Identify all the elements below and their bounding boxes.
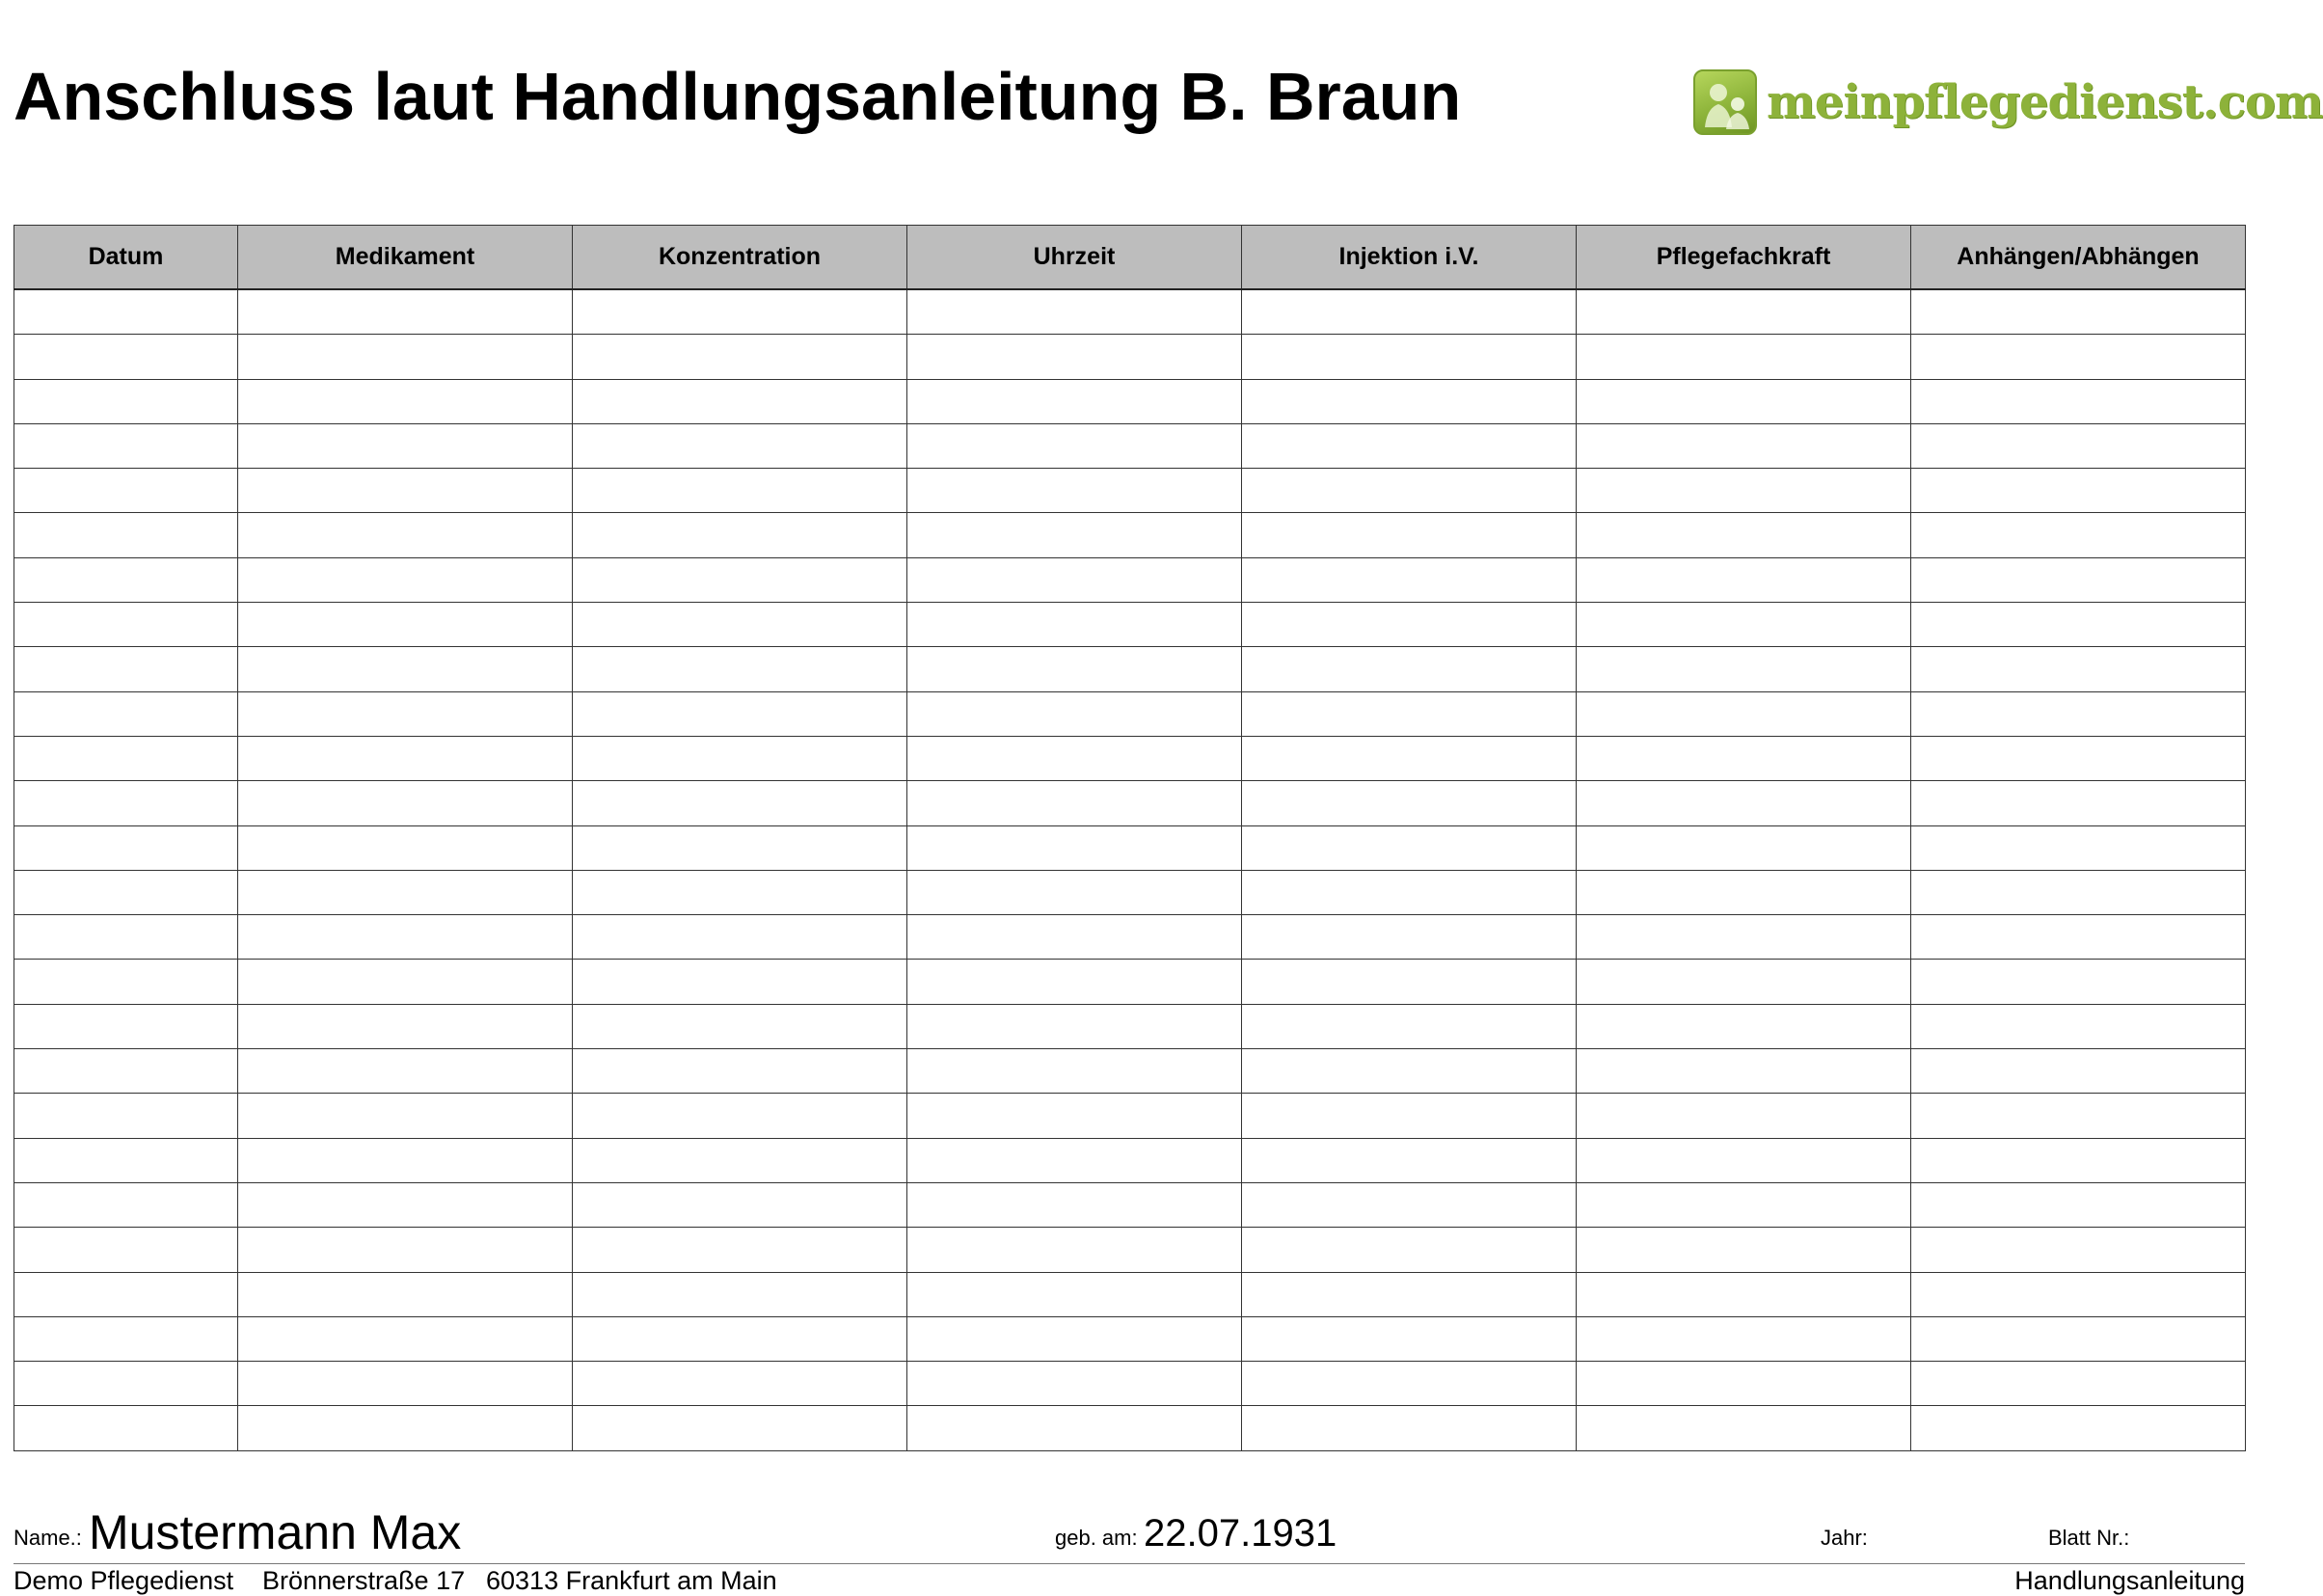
table-cell (573, 557, 907, 602)
table-cell (573, 603, 907, 647)
table-cell (1242, 691, 1577, 736)
table-cell (14, 870, 238, 914)
table-cell (1242, 557, 1577, 602)
table-row (14, 513, 2246, 557)
table-row (14, 335, 2246, 379)
table-row (14, 915, 2246, 960)
table-row (14, 469, 2246, 513)
table-cell (1242, 1182, 1577, 1227)
table-cell (1577, 1094, 1911, 1138)
table-cell (1577, 1004, 1911, 1048)
table-cell (573, 289, 907, 335)
table-row (14, 960, 2246, 1004)
column-header-datum: Datum (14, 226, 238, 290)
table-cell (1911, 1362, 2246, 1406)
table-cell (573, 423, 907, 468)
table-cell (907, 960, 1242, 1004)
table-cell (907, 736, 1242, 780)
table-cell (573, 825, 907, 870)
table-cell (1577, 1138, 1911, 1182)
table-cell (1911, 1228, 2246, 1272)
birth-label: geb. am: (1055, 1526, 1138, 1550)
table-cell (1911, 289, 2246, 335)
table-cell (1911, 423, 2246, 468)
table-cell (238, 825, 573, 870)
table-cell (907, 335, 1242, 379)
table-cell (238, 781, 573, 825)
table-row (14, 423, 2246, 468)
table-cell (1577, 960, 1911, 1004)
table-cell (14, 960, 238, 1004)
table-cell (14, 469, 238, 513)
table-cell (1577, 379, 1911, 423)
table-cell (573, 1182, 907, 1227)
table-cell (573, 1228, 907, 1272)
table-cell (14, 1138, 238, 1182)
table-cell (1911, 736, 2246, 780)
table-cell (1577, 691, 1911, 736)
table-cell (238, 960, 573, 1004)
table-row (14, 1182, 2246, 1227)
footer-divider (14, 1563, 2245, 1564)
table-row (14, 825, 2246, 870)
table-cell (1911, 1138, 2246, 1182)
table-cell (1911, 379, 2246, 423)
table-cell (573, 781, 907, 825)
table-cell (907, 825, 1242, 870)
table-cell (1911, 603, 2246, 647)
birth-date: 22.07.1931 (1144, 1512, 1337, 1555)
table-row (14, 691, 2246, 736)
table-cell (573, 1406, 907, 1450)
table-cell (1242, 603, 1577, 647)
table-cell (14, 1406, 238, 1450)
table-cell (238, 513, 573, 557)
table-cell (1911, 1049, 2246, 1094)
table-cell (238, 1004, 573, 1048)
table-cell (238, 870, 573, 914)
table-cell (573, 870, 907, 914)
table-cell (573, 691, 907, 736)
table-cell (238, 1316, 573, 1361)
table-cell (907, 1228, 1242, 1272)
table-cell (1577, 1182, 1911, 1227)
year-label: Jahr: (1821, 1526, 1868, 1550)
table-cell (573, 1316, 907, 1361)
table-cell (14, 825, 238, 870)
documentation-table (14, 225, 2246, 1451)
table-cell (1577, 423, 1911, 468)
table-cell (573, 1094, 907, 1138)
table-cell (907, 1094, 1242, 1138)
table-cell (1242, 1049, 1577, 1094)
table-cell (907, 691, 1242, 736)
table-cell (1242, 1138, 1577, 1182)
table-cell (1577, 557, 1911, 602)
table-cell (14, 1316, 238, 1361)
table-cell (1242, 1272, 1577, 1316)
table-cell (1577, 915, 1911, 960)
table-cell (14, 781, 238, 825)
table-cell (238, 1228, 573, 1272)
table-cell (907, 1316, 1242, 1361)
table-cell (907, 469, 1242, 513)
table-row (14, 1272, 2246, 1316)
table-cell (1577, 289, 1911, 335)
table-cell (14, 736, 238, 780)
table-cell (907, 1138, 1242, 1182)
table-cell (14, 691, 238, 736)
table-cell (1911, 513, 2246, 557)
table-cell (1577, 736, 1911, 780)
nurse-patient-icon (1693, 69, 1757, 135)
table-row (14, 870, 2246, 914)
table-cell (1242, 469, 1577, 513)
table-cell (1242, 1094, 1577, 1138)
table-cell (238, 1094, 573, 1138)
table-cell (14, 1272, 238, 1316)
table-cell (1577, 825, 1911, 870)
table-cell (238, 1182, 573, 1227)
table-cell (1577, 870, 1911, 914)
page-title: Anschluss laut Handlungsanleitung B. Braun (14, 59, 1462, 134)
table-cell (1911, 469, 2246, 513)
table-cell (907, 915, 1242, 960)
table-cell (238, 423, 573, 468)
table-cell (14, 379, 238, 423)
table-row (14, 1362, 2246, 1406)
table-cell (1577, 1406, 1911, 1450)
table-cell (573, 335, 907, 379)
table-cell (238, 557, 573, 602)
table-cell (907, 1406, 1242, 1450)
table-cell (238, 1406, 573, 1450)
table-row (14, 647, 2246, 691)
table-cell (1911, 335, 2246, 379)
footer-company: Demo Pflegedienst (14, 1566, 234, 1595)
column-header-uhrzeit: Uhrzeit (907, 226, 1242, 290)
table-row (14, 781, 2246, 825)
table-row (14, 1094, 2246, 1138)
table-cell (1577, 647, 1911, 691)
table-cell (1242, 736, 1577, 780)
table-cell (907, 781, 1242, 825)
table-cell (907, 1049, 1242, 1094)
table-cell (907, 1272, 1242, 1316)
table-cell (14, 1182, 238, 1227)
table-cell (14, 1004, 238, 1048)
table-cell (1242, 870, 1577, 914)
logo-text: meinpflegedienst.com (1767, 75, 2323, 129)
table-cell (14, 915, 238, 960)
table-cell (573, 1362, 907, 1406)
table-cell (907, 289, 1242, 335)
column-header-anhaengen: Anhängen/Abhängen (1911, 226, 2246, 290)
table-cell (1577, 1362, 1911, 1406)
table-cell (573, 960, 907, 1004)
column-header-injektion: Injektion i.V. (1242, 226, 1577, 290)
table-cell (1242, 960, 1577, 1004)
table-cell (1242, 289, 1577, 335)
table-cell (1577, 603, 1911, 647)
table-cell (238, 379, 573, 423)
table-cell (1911, 870, 2246, 914)
table-cell (907, 1004, 1242, 1048)
table-cell (1911, 825, 2246, 870)
table-cell (1577, 513, 1911, 557)
table-cell (1911, 1316, 2246, 1361)
table-header-row (14, 226, 2246, 290)
table-cell (1242, 335, 1577, 379)
table-cell (1242, 1004, 1577, 1048)
table-cell (14, 289, 238, 335)
table-cell (14, 1049, 238, 1094)
table-cell (907, 557, 1242, 602)
table-cell (1242, 1228, 1577, 1272)
table-cell (1911, 557, 2246, 602)
table-cell (238, 289, 573, 335)
table-cell (1242, 513, 1577, 557)
table-cell (1577, 781, 1911, 825)
column-header-konzentration: Konzentration (573, 226, 907, 290)
footer-street: Brönnerstraße 17 (262, 1566, 466, 1595)
table-cell (1577, 1049, 1911, 1094)
table-row (14, 1138, 2246, 1182)
table-cell (573, 513, 907, 557)
table-cell (1911, 1004, 2246, 1048)
table-cell (1911, 915, 2246, 960)
table-cell (14, 423, 238, 468)
table-cell (238, 335, 573, 379)
table-cell (1577, 1316, 1911, 1361)
table-row (14, 1049, 2246, 1094)
table-cell (14, 1228, 238, 1272)
table-row (14, 1228, 2246, 1272)
table-cell (1577, 469, 1911, 513)
table-cell (14, 603, 238, 647)
table-cell (907, 647, 1242, 691)
name-label: Name.: (14, 1526, 82, 1550)
table-cell (573, 469, 907, 513)
table-cell (1242, 1316, 1577, 1361)
table-cell (1911, 691, 2246, 736)
table-cell (1242, 647, 1577, 691)
table-cell (1911, 1406, 2246, 1450)
table-cell (573, 647, 907, 691)
table-cell (238, 1049, 573, 1094)
table-cell (907, 1182, 1242, 1227)
logo (1693, 68, 2323, 137)
table-row (14, 557, 2246, 602)
footer-city: 60313 Frankfurt am Main (486, 1566, 777, 1595)
table-cell (907, 423, 1242, 468)
table-row (14, 603, 2246, 647)
table-cell (573, 1272, 907, 1316)
table-cell (1577, 335, 1911, 379)
table-cell (1242, 1406, 1577, 1450)
table-cell (1911, 647, 2246, 691)
table-cell (1242, 379, 1577, 423)
table-cell (1577, 1272, 1911, 1316)
table-cell (238, 691, 573, 736)
table-cell (238, 647, 573, 691)
table-cell (907, 1362, 1242, 1406)
table-cell (14, 647, 238, 691)
table-cell (1242, 825, 1577, 870)
table-row (14, 1316, 2246, 1361)
table-cell (573, 1049, 907, 1094)
table-cell (14, 335, 238, 379)
table-cell (1577, 1228, 1911, 1272)
table-cell (1911, 1272, 2246, 1316)
table-cell (1242, 1362, 1577, 1406)
table-cell (573, 1138, 907, 1182)
table-row (14, 1406, 2246, 1450)
table-cell (1242, 781, 1577, 825)
table-cell (14, 513, 238, 557)
sheet-number-label: Blatt Nr.: (2048, 1526, 2130, 1550)
table-cell (1242, 915, 1577, 960)
column-header-pflegefachkraft: Pflegefachkraft (1577, 226, 1911, 290)
table-row (14, 1004, 2246, 1048)
table-cell (14, 557, 238, 602)
table-body (14, 289, 2246, 1450)
table-cell (573, 736, 907, 780)
table-cell (238, 915, 573, 960)
table-row (14, 379, 2246, 423)
table-cell (238, 1272, 573, 1316)
table-row (14, 736, 2246, 780)
table-cell (1911, 1094, 2246, 1138)
table-cell (238, 469, 573, 513)
table-cell (573, 1004, 907, 1048)
table-cell (14, 1362, 238, 1406)
table-cell (238, 1362, 573, 1406)
footer-document-type: Handlungsanleitung (2014, 1566, 2245, 1595)
table-cell (907, 513, 1242, 557)
table-cell (907, 379, 1242, 423)
table-cell (238, 603, 573, 647)
table-cell (907, 870, 1242, 914)
table-cell (1911, 1182, 2246, 1227)
table-cell (14, 1094, 238, 1138)
table-cell (573, 379, 907, 423)
table-cell (907, 603, 1242, 647)
patient-name: Mustermann Max (89, 1505, 462, 1559)
table-cell (1242, 423, 1577, 468)
table-cell (238, 736, 573, 780)
table-cell (1911, 781, 2246, 825)
column-header-medikament: Medikament (238, 226, 573, 290)
table-cell (238, 1138, 573, 1182)
table-row (14, 289, 2246, 335)
table-cell (573, 915, 907, 960)
table-cell (1911, 960, 2246, 1004)
